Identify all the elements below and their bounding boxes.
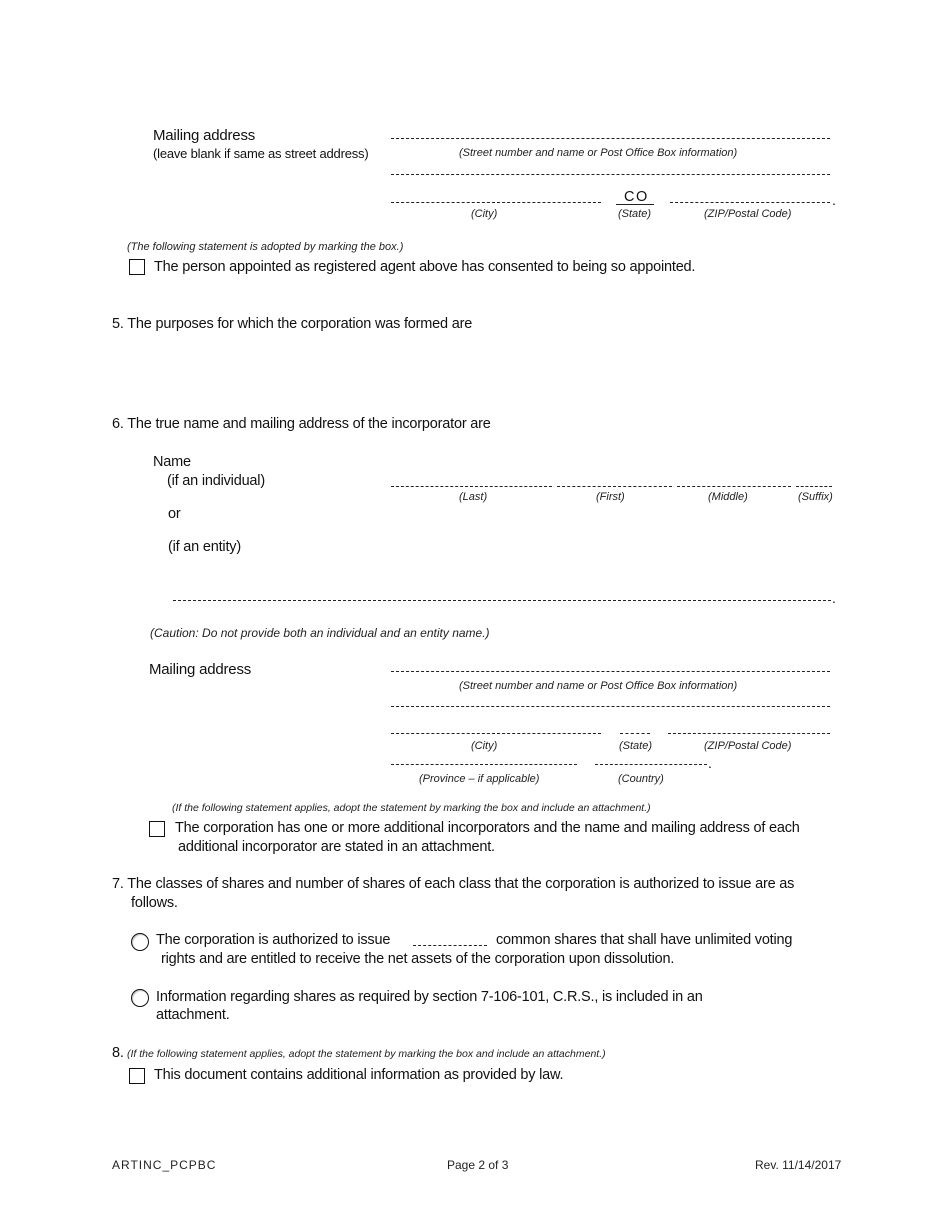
option2-text-line1: Information regarding shares as required by section 7-106-101, C.R.S., is included in an (156, 989, 703, 1005)
additional-incorporators-checkbox[interactable] (149, 821, 165, 837)
incorporator-province-line[interactable] (391, 764, 577, 765)
last-caption: (Last) (459, 491, 488, 503)
suffix-caption: (Suffix) (798, 491, 833, 503)
incorporator-mailing-label: Mailing address (149, 661, 252, 678)
incorporator-street-line1[interactable] (391, 671, 830, 672)
section-6-text: 6. The true name and mailing address of the incorporator are (112, 416, 491, 432)
consent-checkbox[interactable] (129, 259, 145, 275)
middle-caption: (Middle) (708, 491, 748, 503)
authorized-shares-radio[interactable] (131, 933, 149, 951)
entity-label: (if an entity) (168, 539, 241, 555)
incorporator-country-line[interactable] (595, 764, 707, 765)
consent-text: The person appointed as registered agent above has consented to being so appointed. (154, 259, 696, 275)
province-caption: (Province – if applicable) (419, 773, 540, 785)
zip-caption: (ZIP/Postal Code) (704, 740, 792, 752)
additional-incorporators-text-line1: The corporation has one or more additional incorporators and the name and mailing address of each (175, 820, 800, 836)
section-8-number: 8. (112, 1045, 124, 1061)
state-caption: (State) (618, 208, 652, 220)
attach-instruction: (If the following statement applies, adopt the statement by marking the box and include an attachment.) (172, 802, 651, 814)
period: . (832, 590, 836, 606)
incorporator-street-line2[interactable] (391, 706, 830, 707)
state-caption: (State) (619, 740, 653, 752)
shares-count-line[interactable] (413, 945, 487, 946)
additional-info-text: This document contains additional information as provided by law. (154, 1067, 564, 1083)
period: . (832, 192, 836, 208)
page-number: Page 2 of 3 (447, 1158, 509, 1172)
street-caption: (Street number and name or Post Office Box information) (459, 147, 738, 159)
section-5-text: 5. The purposes for which the corporation was formed are (112, 316, 473, 332)
section-8-instruction: (If the following statement applies, adopt the statement by marking the box and include an attachment.) (127, 1048, 606, 1060)
last-name-line[interactable] (391, 486, 552, 487)
section-7-text-line1: 7. The classes of shares and number of shares of each class that the corporation is authorized to issue are as (112, 876, 795, 892)
mailing-street-line1[interactable] (391, 138, 830, 139)
additional-info-checkbox[interactable] (129, 1068, 145, 1084)
mailing-address-label: Mailing address (153, 127, 256, 144)
option1-text-a: The corporation is authorized to issue (156, 932, 391, 948)
first-caption: (First) (596, 491, 625, 503)
section-7-text-line2: follows. (131, 895, 178, 911)
form-id: ARTINC_PCPBC (112, 1158, 217, 1172)
caution-text: (Caution: Do not provide both an individual and an entity name.) (150, 626, 490, 640)
incorporator-zip-line[interactable] (668, 733, 830, 734)
name-label: Name (153, 454, 191, 470)
option1-text-b: common shares that shall have unlimited voting (496, 932, 793, 948)
additional-incorporators-text-line2: additional incorporator are stated in an attachment. (178, 839, 495, 855)
mailing-street-line2[interactable] (391, 174, 830, 175)
street-caption: (Street number and name or Post Office Box information) (459, 680, 738, 692)
option1-text-line2: rights and are entitled to receive the net assets of the corporation upon dissolution. (161, 951, 675, 967)
country-caption: (Country) (618, 773, 664, 785)
or-label: or (168, 506, 181, 522)
revision-date: Rev. 11/14/2017 (755, 1158, 842, 1172)
option2-text-line2: attachment. (156, 1007, 230, 1023)
period: . (708, 755, 712, 771)
mailing-state-line (616, 204, 654, 205)
individual-label: (if an individual) (167, 473, 265, 489)
mailing-address-note: (leave blank if same as street address) (153, 146, 369, 161)
entity-name-line[interactable] (173, 600, 831, 601)
city-caption: (City) (471, 740, 498, 752)
mailing-zip-line[interactable] (670, 202, 830, 203)
shares-attachment-radio[interactable] (131, 989, 149, 1007)
middle-name-line[interactable] (677, 486, 791, 487)
suffix-line[interactable] (796, 486, 832, 487)
mailing-city-line[interactable] (391, 202, 601, 203)
consent-instruction: (The following statement is adopted by marking the box.) (127, 241, 404, 253)
first-name-line[interactable] (557, 486, 672, 487)
mailing-state-value: CO (624, 189, 649, 205)
city-caption: (City) (471, 208, 498, 220)
incorporator-city-line[interactable] (391, 733, 601, 734)
incorporator-state-line[interactable] (620, 733, 650, 734)
zip-caption: (ZIP/Postal Code) (704, 208, 792, 220)
